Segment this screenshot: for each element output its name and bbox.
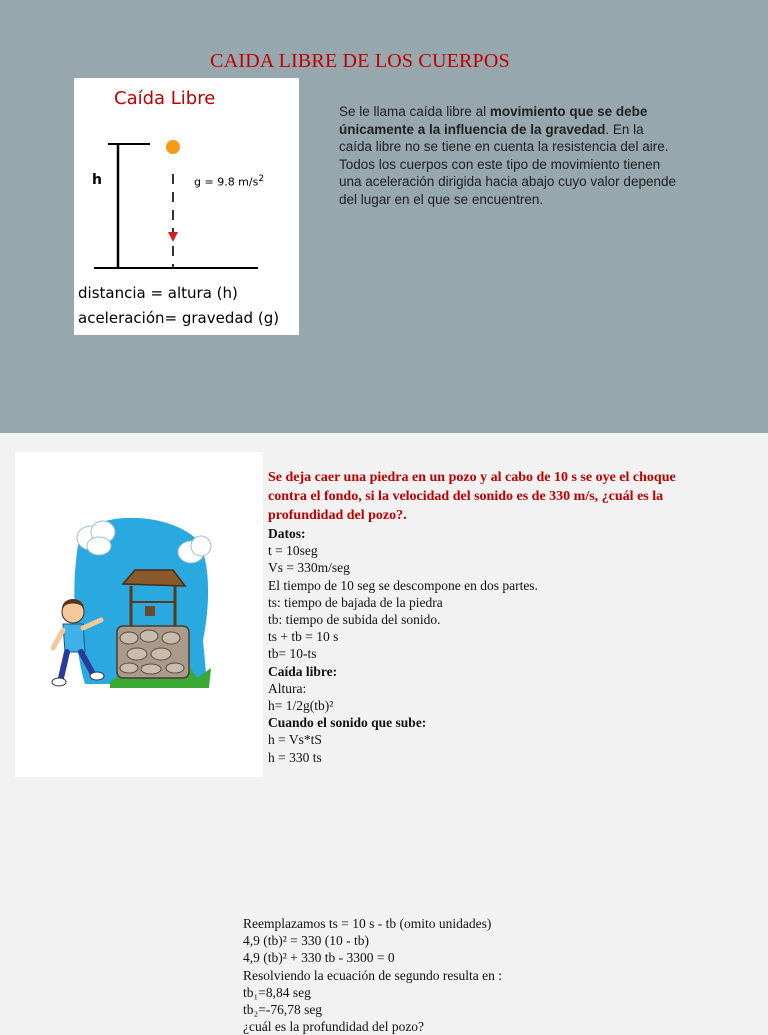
solution-question: ¿cuál es la profundidad del pozo? — [243, 1019, 425, 1035]
caida-heading: Caída libre: — [268, 663, 338, 679]
gravity-label: g = 9.8 $m/s^2$ — [194, 174, 265, 189]
solution-line: 4,9 (tb)² = 330 (10 - tb) — [243, 933, 370, 949]
caida-line: h= 1/2g(tb)² — [268, 698, 334, 714]
sonido-line: h = Vs*tS — [268, 732, 322, 748]
fall-arrow — [168, 232, 178, 242]
sonido-heading: Cuando el sonido que sube: — [268, 715, 427, 731]
solution-text — [243, 915, 663, 1035]
datos-line: t = 10seg — [268, 543, 318, 559]
solution-line: tb₁=8,84 seg — [243, 984, 311, 1000]
datos-line: El tiempo de 10 seg se descompone en dos partes. — [268, 577, 538, 593]
problem-text — [268, 468, 678, 766]
slide-caida-libre — [0, 0, 768, 433]
diagram-drawing — [74, 78, 299, 278]
intro-bold: movimiento que se debe únicamente a la influencia de la gravedad — [339, 104, 648, 137]
well-illustration — [15, 452, 263, 777]
ball — [166, 140, 180, 154]
caida-line: Altura: — [268, 680, 307, 696]
slide-problema-pozo — [0, 437, 768, 1035]
datos-line: ts + tb = 10 s — [268, 629, 339, 645]
datos-line: Vs = 330m/seg — [268, 560, 350, 576]
solution-line: Resolviendo la ecuación de segundo resulta en : — [243, 967, 503, 983]
solution-line: tb₂=-76,78 seg — [243, 1002, 323, 1018]
slide-title: CAIDA LIBRE DE LOS CUERPOS — [210, 50, 510, 72]
datos-line: tb: tiempo de subida del sonido. — [268, 612, 441, 628]
solution-line: Reemplazamos ts = 10 s - tb (omito unidades) — [243, 916, 492, 931]
sonido-line: h = 330 ts — [268, 749, 322, 765]
diagram-title: Caída Libre — [114, 88, 216, 109]
solution-line: 4,9 (tb)² + 330 tb - 3300 = 0 — [243, 950, 395, 966]
boy-and-well-picture — [15, 452, 263, 777]
gravity-exponent: 2 — [258, 174, 265, 184]
datos-heading: Datos: — [268, 526, 306, 541]
problem-question: Se deja caer una piedra en un pozo y al cabo de 10 s se oye el choque contra el fondo, si la velocidad del sonido es de 330 m/s, ¿cuál es la profundidad del pozo?. — [268, 470, 676, 523]
datos-line: tb= 10-ts — [268, 646, 317, 662]
datos-line: ts: tiempo de bajada de la piedra — [268, 594, 443, 610]
intro-paragraph: Se le llama caída libre al movimiento que se debe únicamente a la influencia de la gravedad. En la caída libre no se tiene en cuenta la resistencia del aire. Todos los cuerpos con este tipo de movimiento tienen una aceleración dirigida hacia abajo cuyo valor depende del lugar en el que se encuentren. — [339, 104, 676, 207]
acceleration-label: aceleración= gravedad (g) — [78, 309, 280, 327]
height-label: h — [92, 172, 102, 188]
distance-label: distancia = altura (h) — [78, 284, 238, 302]
free-fall-diagram — [74, 78, 299, 335]
